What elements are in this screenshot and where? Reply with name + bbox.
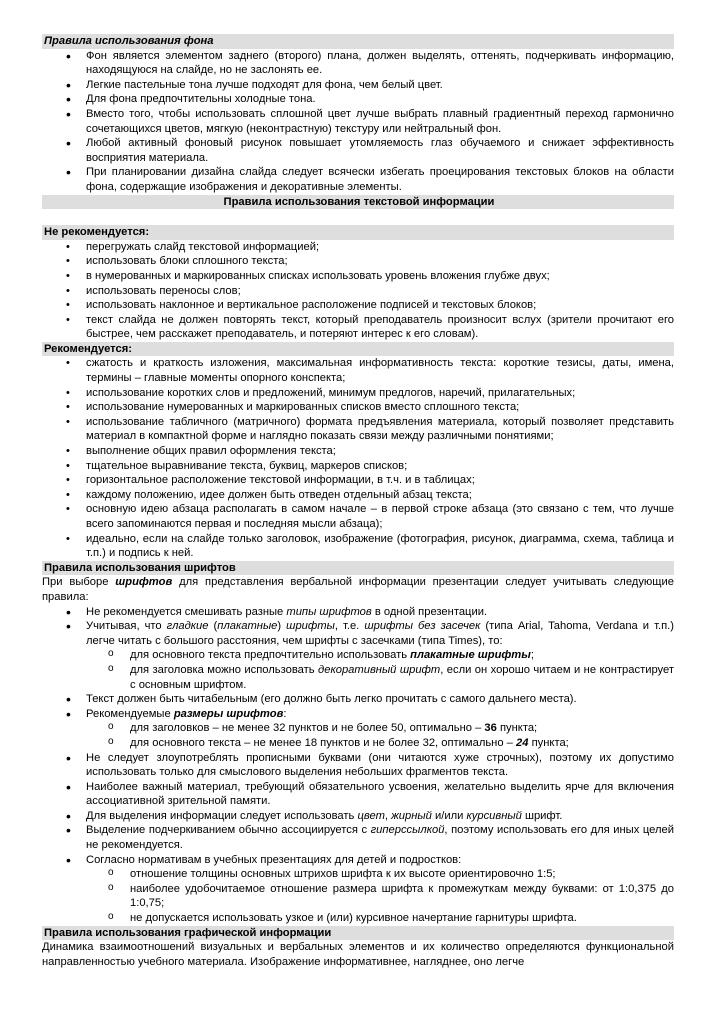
- recommended-heading: Рекомендуется:: [42, 342, 674, 357]
- section-title-graphics: Правила использования графической информации: [42, 926, 674, 941]
- font-rules-list: [42, 605, 674, 926]
- list-item: • в нумерованных и маркированных списках использовать уровень вложения глубже двух;: [42, 269, 674, 284]
- list-item: • Согласно нормативам в учебных презентациях для детей и подростков:: [42, 853, 674, 868]
- recommended-list: [42, 356, 674, 560]
- sub-list-item: o для основного текста предпочтительно использовать плакатные шрифты;: [42, 648, 674, 663]
- graphics-paragraph: Динамика взаимоотношений визуальных и вербальных элементов и их количество определяются функциональной направленностью учебного материала. Изображение информативнее, нагляднее, оно легче: [42, 941, 674, 968]
- sub-list-item: o отношение толщины основных штрихов шрифта к их высоте ориентировочно 1:5;: [42, 867, 674, 882]
- sub-list-item: o для заголовка можно использовать декоративный шрифт, если он хорошо читаем и не контрастирует с основным шрифтом.: [42, 663, 674, 692]
- list-item: • При планировании дизайна слайда следует всячески избегать проецирования текстовых блоков на области фона, содержащие изображения и декоративные элементы.: [42, 165, 674, 194]
- list-item: • использовать наклонное и вертикальное расположение подписей и текстовых блоков;: [42, 298, 674, 313]
- list-item: • сжатость и краткость изложения, максимальная информативность текста: короткие тезисы, даты, имена, термины – главные моменты опорного конспекта;: [42, 356, 674, 385]
- background-rules-list: [42, 49, 674, 195]
- list-item: • Не следует злоупотреблять прописными буквами (они читаются хуже строчных), поэтому их допустимо использовать только для смыслового выделения небольших фрагментов текста.: [42, 751, 674, 780]
- list-item: • использование нумерованных и маркированных списков вместо сплошного текста;: [42, 400, 674, 415]
- list-item: • Фон является элементом заднего (второго) плана, должен выделять, оттенять, подчеркивать информацию, находящуюся на слайде, но не заслонять ее.: [42, 49, 674, 78]
- list-item: • Легкие пастельные тона лучше подходят для фона, чем белый цвет.: [42, 78, 674, 93]
- not-recommended-heading: Не рекомендуется:: [42, 225, 674, 240]
- sub-list-item: o для заголовков – не менее 32 пунктов и не более 50, оптимально – 36 пункта;: [42, 721, 674, 736]
- list-item: • использовать блоки сплошного текста;: [42, 254, 674, 269]
- list-item: • идеально, если на слайде только заголовок, изображение (фотография, рисунок, диаграмма, схема, таблица и т.п.) и подпись к ней.: [42, 532, 674, 561]
- list-item: • Текст должен быть читабельным (его должно быть легко прочитать с самого дальнего места).: [42, 692, 674, 707]
- document-page: [42, 34, 674, 969]
- sub-list-item: o наиболее удобочитаемое отношение размера шрифта к промежуткам между буквами: от 1:0,375 до 1:0,75;: [42, 882, 674, 911]
- list-item: • основную идею абзаца располагать в самом начале – в первой строке абзаца (это связано с тем, что лучше всего запоминаются первая и последняя мысли абзаца);: [42, 502, 674, 531]
- section-title-background: Правила использования фона: [42, 34, 674, 49]
- list-item: • перегружать слайд текстовой информацией;: [42, 240, 674, 255]
- section-title-text: Правила использования текстовой информации: [42, 195, 674, 210]
- list-item: • Вместо того, чтобы использовать сплошной цвет лучше выбрать плавный градиентный переход гармонично сочетающихся цветов, мягкую (неконтрастную) текстуру или нейтральный фон.: [42, 107, 674, 136]
- list-item: • использование коротких слов и предложений, минимум предлогов, наречий, прилагательных;: [42, 386, 674, 401]
- list-item: • использование табличного (матричного) формата предъявления материала, который позволяет представить материал в компактной форме и наглядно показать связи между различными понятиями;: [42, 415, 674, 444]
- list-item: • Не рекомендуется смешивать разные типы шрифтов в одной презентации.: [42, 605, 674, 620]
- list-item: • текст слайда не должен повторять текст, который преподаватель произносит вслух (зрители прочитают его быстрее, чем расскажет преподаватель, и потеряют интерес к его словам).: [42, 313, 674, 342]
- sub-list-item: o для основного текста – не менее 18 пунктов и не более 32, оптимально – 24 пункта;: [42, 736, 674, 751]
- list-item: • Учитывая, что гладкие (плакатные) шрифты, т.е. шрифты без засечек (типа Arial, Tahoma, Verdana и т.п.) легче читать с большого расстояния, чем шрифты с засечками (типа Times), то:: [42, 619, 674, 648]
- list-item: • Наиболее важный материал, требующий обязательного усвоения, желательно выделить ярче для включения ассоциативной зрительной памяти.: [42, 780, 674, 809]
- list-item: • Рекомендуемые размеры шрифтов:: [42, 707, 674, 722]
- list-item: • выполнение общих правил оформления текста;: [42, 444, 674, 459]
- fonts-intro: При выборе шрифтов для представления вербальной информации презентации следует учитывать следующие правила:: [42, 576, 674, 603]
- not-recommended-list: [42, 240, 674, 342]
- list-item: • использовать переносы слов;: [42, 284, 674, 299]
- list-item: • Выделение подчеркиванием обычно ассоциируется с гиперссылкой, поэтому использовать его для иных целей не рекомендуется.: [42, 823, 674, 852]
- list-item: • Для фона предпочтительны холодные тона.: [42, 92, 674, 107]
- sub-list-item: o не допускается использовать узкое и (или) курсивное начертание гарнитуры шрифта.: [42, 911, 674, 926]
- spacer: [42, 209, 674, 225]
- list-item: • каждому положению, идее должен быть отведен отдельный абзац текста;: [42, 488, 674, 503]
- list-item: • горизонтальное расположение текстовой информации, в т.ч. и в таблицах;: [42, 473, 674, 488]
- list-item: • тщательное выравнивание текста, буквиц, маркеров списков;: [42, 459, 674, 474]
- list-item: • Любой активный фоновый рисунок повышает утомляемость глаз обучаемого и снижает эффективность восприятия материала.: [42, 136, 674, 165]
- section-title-fonts: Правила использования шрифтов: [42, 561, 674, 576]
- list-item: • Для выделения информации следует использовать цвет, жирный и/или курсивный шрифт.: [42, 809, 674, 824]
